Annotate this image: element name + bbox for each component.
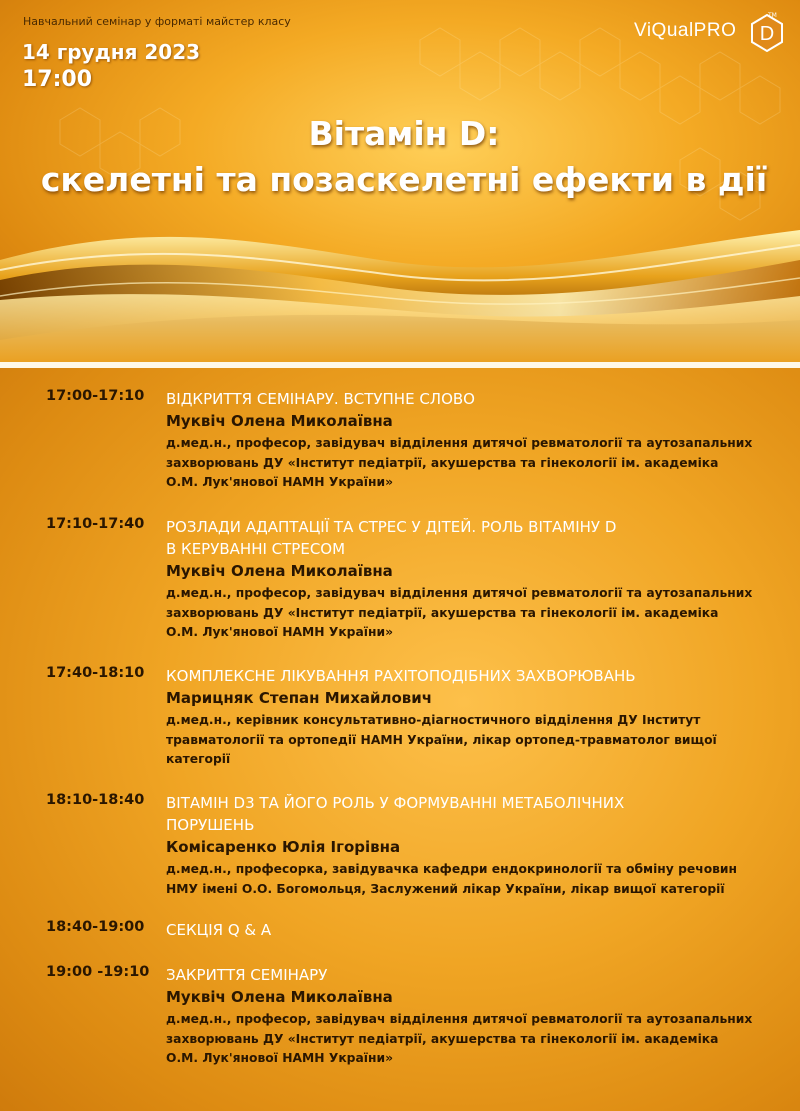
header-banner <box>0 0 800 362</box>
logo-letter: D <box>759 23 775 45</box>
time-slot: 19:00 -19:10 <box>46 964 150 980</box>
speaker-details: д.мед.н., професорка, завідувачка кафедри ендокринології та обміну речовин НМУ імені О.О. Богомольця, Заслужений лікар України, лікар вищої категорії <box>166 862 738 896</box>
event-time: 17:00 <box>22 67 93 92</box>
golden-wave-graphic <box>0 200 800 362</box>
topic-title: РОЗЛАДИ АДАПТАЦІЇ ТА СТРЕС У ДІТЕЙ. РОЛЬ ВІТАМІНУ D В КЕРУВАННІ СТРЕСОМ <box>166 518 617 558</box>
speaker-name: Муквіч Олена Миколаївна <box>166 562 393 580</box>
time-slot: 17:00-17:10 <box>46 388 145 404</box>
time-slot: 17:10-17:40 <box>46 516 145 532</box>
topic-title: СЕКЦІЯ Q & A <box>166 921 272 939</box>
speaker-name: Комісаренко Юлія Ігорівна <box>166 838 401 856</box>
topic-title: ЗАКРИТТЯ СЕМІНАРУ <box>166 966 328 984</box>
topic-title: КОМПЛЕКСНЕ ЛІКУВАННЯ РАХІТОПОДІБНИХ ЗАХВОРЮВАНЬ <box>166 667 636 685</box>
viqualpro-logo <box>634 12 784 56</box>
speaker-name: Муквіч Олена Миколаївна <box>166 988 393 1006</box>
speaker-name: Муквіч Олена Миколаївна <box>166 412 393 430</box>
speaker-details: д.мед.н., професор, завідувач відділення дитячої ревматології та аутозапальних захворювань ДУ «Інститут педіатрії, акушерства та гінекології ім. академіка О.М. Лук'янової НАМН України» <box>166 586 753 639</box>
logo-text: ViQualPRO <box>634 20 737 41</box>
hexagon-d-icon <box>750 14 784 52</box>
speaker-details: д.мед.н., професор, завідувач відділення дитячої ревматології та аутозапальних захворювань ДУ «Інститут педіатрії, акушерства та гінекології ім. академіка О.М. Лук'янової НАМН України» <box>166 436 753 489</box>
time-slot: 17:40-18:10 <box>46 665 145 681</box>
time-slot: 18:40-19:00 <box>46 919 145 935</box>
page-subtitle: скелетні та позаскелетні ефекти в дії <box>40 160 768 199</box>
program-list <box>0 368 800 1111</box>
speaker-details: д.мед.н., керівник консультативно-діагностичного відділення ДУ Інститут травматології та ортопедії НАМН України, лікар ортопед-травматолог вищої категорії <box>166 713 717 766</box>
seminar-format: Навчальний семінар у форматі майстер класу <box>23 15 291 28</box>
trademark-label: TM <box>768 12 777 19</box>
topic-title: ВІДКРИТТЯ СЕМІНАРУ. ВСТУПНЕ СЛОВО <box>166 390 475 408</box>
event-date: 14 грудня 2023 <box>22 40 201 64</box>
speaker-name: Марицняк Степан Михайлович <box>166 689 433 707</box>
topic-title: ВІТАМІН D3 ТА ЙОГО РОЛЬ У ФОРМУВАННІ МЕТАБОЛІЧНИХ ПОРУШЕНЬ <box>166 794 625 834</box>
page-title: Вітамін D: <box>308 114 500 153</box>
time-slot: 18:10-18:40 <box>46 792 145 808</box>
speaker-details: д.мед.н., професор, завідувач відділення дитячої ревматології та аутозапальних захворювань ДУ «Інститут педіатрії, акушерства та гінекології ім. академіка О.М. Лук'янової НАМН України» <box>166 1012 753 1065</box>
